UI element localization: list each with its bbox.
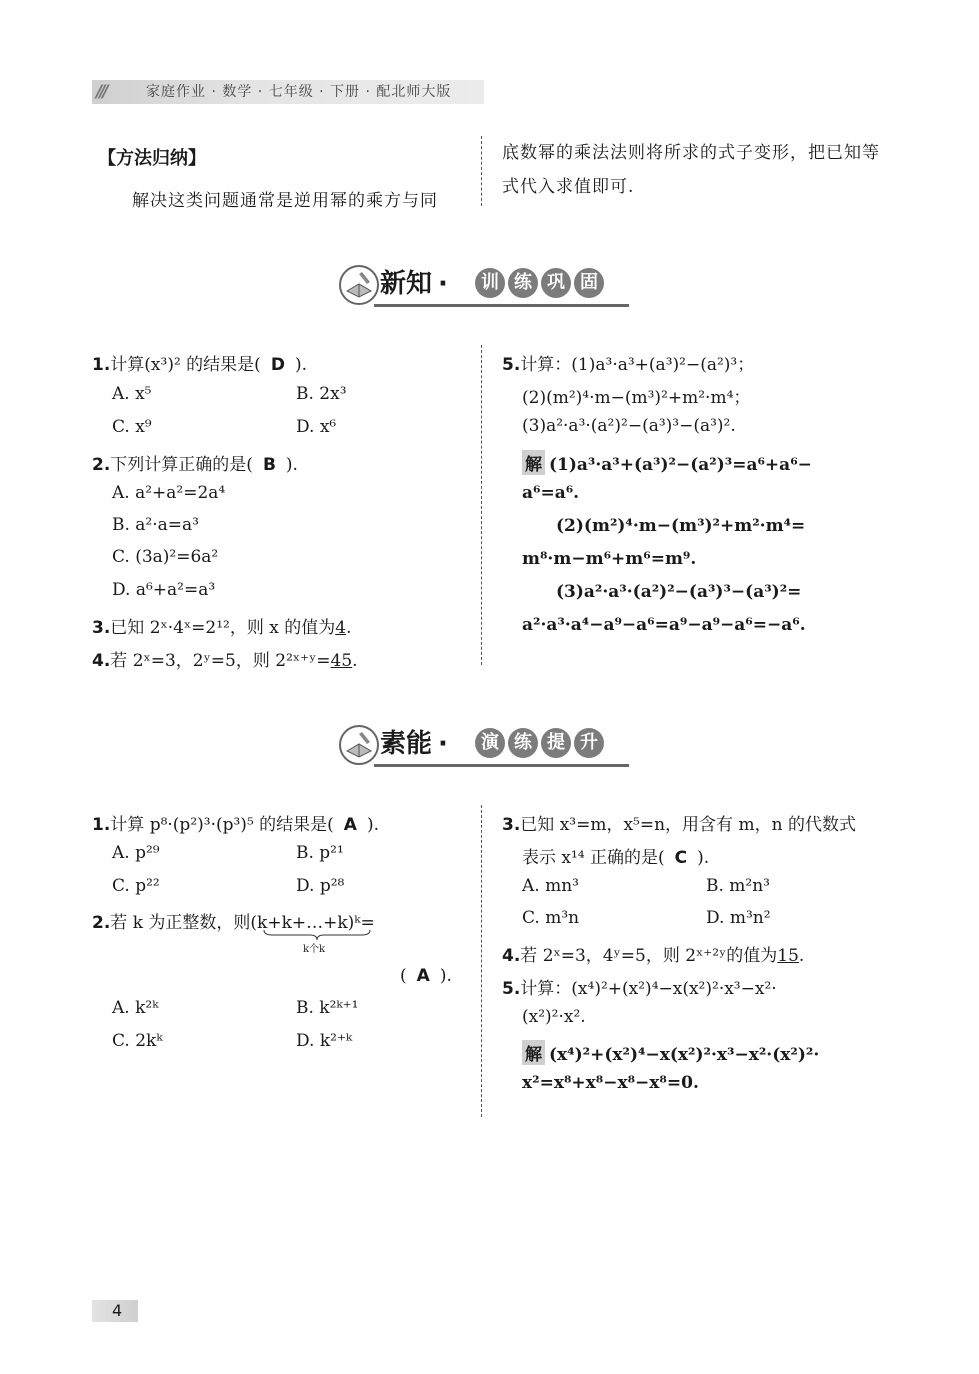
option: D. x⁶ — [296, 417, 337, 437]
option: D. k²⁺ᵏ — [296, 1031, 353, 1051]
s2-q4: 4.若 2ˣ=3，4ʸ=5，则 2ˣ⁺²ʸ的值为15. — [502, 946, 805, 966]
section-badge: 训 — [475, 268, 505, 298]
header-text: 家庭作业 · 数学 · 七年级 · 下册 · 配北师大版 — [146, 84, 452, 100]
s1-q5-line: (3)a²·a³·(a²)²−(a³)³−(a³)². — [522, 416, 736, 436]
solution-line: (2)(m²)⁴·m−(m³)²+m²·m⁴= — [556, 516, 806, 536]
s2-q3: 3.已知 x³=m，x⁵=n，用含有 m，n 的代数式 — [502, 815, 856, 835]
solution-line: (3)a²·a³·(a²)²−(a³)³−(a³)²= — [556, 582, 802, 602]
solution-line: a⁶=a⁶. — [522, 483, 580, 503]
option: A. mn³ — [522, 876, 579, 896]
section-badge: 升 — [574, 728, 604, 758]
s2-q5-solution: 解 (x⁴)²+(x²)⁴−x(x²)²·x³−x²·(x²)²· — [522, 1040, 819, 1065]
section-badge: 练 — [508, 268, 538, 298]
section-separator: · — [438, 269, 448, 299]
section-badge: 练 — [508, 728, 538, 758]
s2-q5: 5.计算：(x⁴)²+(x²)⁴−x(x²)²·x³−x²· — [502, 979, 777, 999]
s2-q5-line: (x²)²·x². — [522, 1007, 586, 1027]
s1-q2: 2.下列计算正确的是( B ). — [92, 455, 298, 475]
solution-line: x²=x⁸+x⁸−x⁸−x⁸=0. — [522, 1073, 699, 1093]
s1-q5-solution: 解 (1)a³·a³+(a³)²−(a²)³=a⁶+a⁶− — [522, 450, 812, 475]
section-badge: 巩 — [541, 268, 571, 298]
header-slashes-icon: /// — [96, 82, 106, 102]
option: C. m³n — [522, 908, 580, 928]
section-separator: · — [438, 729, 448, 759]
option: A. x⁵ — [112, 384, 152, 404]
solution-line: a²·a³·a⁴−a⁹−a⁶=a⁹−a⁹−a⁶=−a⁶. — [522, 615, 806, 635]
column-divider — [481, 805, 482, 1117]
section-badge: 固 — [574, 268, 604, 298]
option: B. a²·a=a³ — [112, 515, 199, 535]
s1-q4: 4.若 2ˣ=3，2ʸ=5，则 2²ˣ⁺ʸ=45. — [92, 651, 358, 671]
option: D. a⁶+a²=a³ — [112, 580, 216, 600]
method-title: 【方法归纳】 — [98, 148, 206, 169]
section-underline — [374, 764, 629, 767]
option: A. a²+a²=2a⁴ — [112, 483, 226, 503]
section-underline — [374, 304, 629, 307]
brace-label: k个k — [303, 944, 326, 955]
s1-q5: 5.计算：(1)a³·a³+(a³)²−(a²)³； — [502, 355, 755, 375]
s1-q3: 3.已知 2ˣ·4ˣ=2¹²，则 x 的值为4. — [92, 618, 352, 638]
option: B. m²n³ — [706, 876, 770, 896]
s1-q1: 1.计算(x³)² 的结果是( D ). — [92, 355, 307, 375]
s2-q3-line: 表示 x¹⁴ 正确的是( C ). — [522, 848, 710, 868]
option: B. p²¹ — [296, 843, 344, 863]
section-banner-1 — [338, 262, 638, 310]
option: C. x⁹ — [112, 417, 152, 437]
option: B. 2x³ — [296, 384, 347, 404]
option: A. k²ᵏ — [112, 998, 159, 1018]
section-badge: 提 — [541, 728, 571, 758]
method-divider — [481, 136, 482, 206]
s2-q2-answer: ( A ). — [400, 966, 452, 986]
section-banner-2 — [338, 722, 638, 770]
s1-q5-line: (2)(m²)⁴·m−(m³)²+m²·m⁴； — [522, 388, 751, 408]
option: C. (3a)²=6a² — [112, 547, 219, 567]
section-title: 素能 — [380, 729, 433, 759]
book-pen-icon — [338, 264, 380, 306]
option: D. p²⁸ — [296, 876, 345, 896]
section-badge: 演 — [475, 728, 505, 758]
s2-q1: 1.计算 p⁸·(p²)³·(p³)⁵ 的结果是( A ). — [92, 815, 380, 835]
section-title: 新知 — [380, 269, 433, 299]
page-number: 4 — [112, 1301, 123, 1320]
solution-line: m⁸·m−m⁶+m⁶=m⁹. — [522, 549, 697, 569]
option: A. p²⁹ — [112, 843, 160, 863]
method-text-right: 底数幂的乘法法则将所求的式子变形，把已知等式代入求值即可. — [502, 143, 880, 197]
column-divider — [481, 345, 482, 665]
option: C. p²² — [112, 876, 160, 896]
method-text-left: 解决这类问题通常是逆用幂的乘方与同 — [132, 191, 438, 211]
option: C. 2kᵏ — [112, 1031, 163, 1051]
s2-q2: 2.若 k 为正整数，则(k+k+…+k)ᵏ= — [92, 913, 375, 933]
option: D. m³n² — [706, 908, 771, 928]
book-pen-icon — [338, 724, 380, 766]
option: B. k²ᵏ⁺¹ — [296, 998, 359, 1018]
